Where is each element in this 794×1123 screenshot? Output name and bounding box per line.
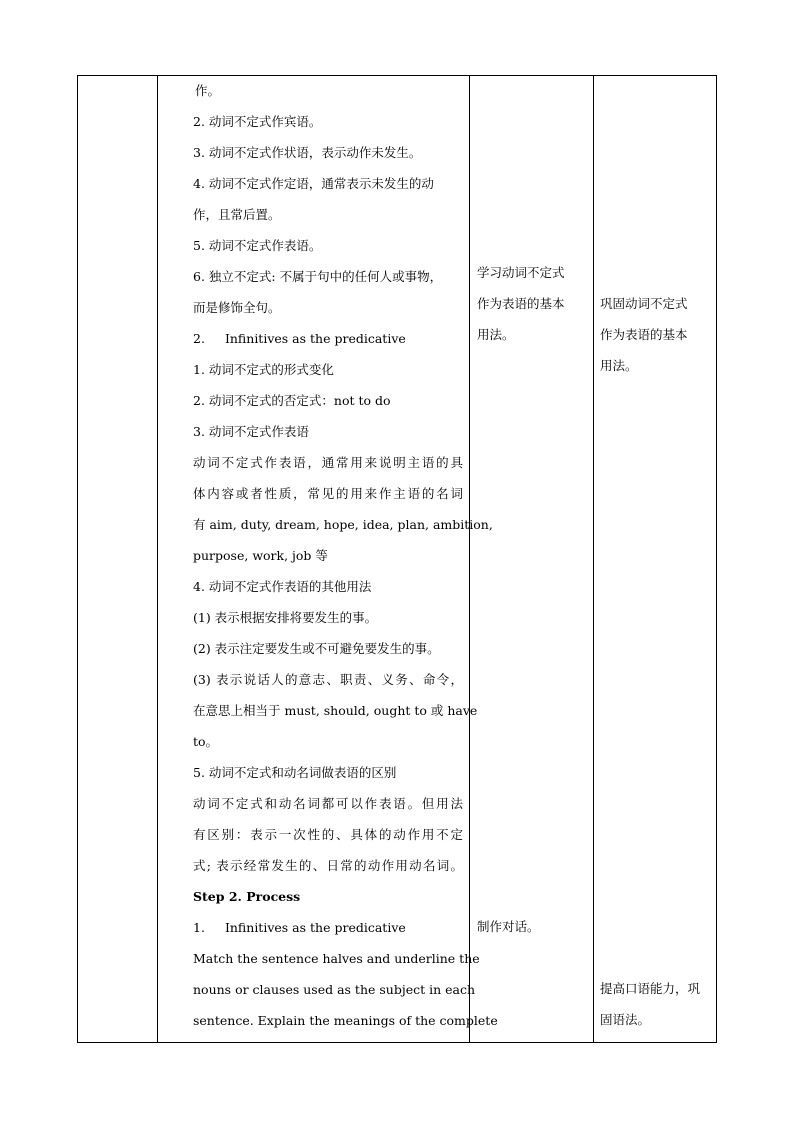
teaching-content-cell (193, 76, 498, 1042)
column-divider (593, 76, 594, 1042)
list-text: Infinitives as the predicative (224, 331, 406, 346)
content-line: 有 aim, duty, dream, hope, idea, plan, ambition, (193, 517, 493, 532)
content-line: 动词不定式作表语，通常用来说明主语的具 (193, 455, 463, 470)
content-line: (1) 表示根据安排将要发生的事。 (193, 610, 378, 625)
content-line: sentence. Explain the meanings of the complete (193, 1013, 498, 1028)
student-activity-cell (477, 76, 589, 1042)
content-line: purpose, work, job 等 (193, 548, 328, 563)
content-line: 6. 独立不定式: 不属于句中的任何人或事物， (193, 269, 443, 284)
content-line: (3) 表示说话人的意志、职责、义务、命令， (193, 672, 463, 687)
content-line (193, 918, 463, 938)
purpose-line: 用法。 (600, 358, 638, 373)
content-line: 作，且常后置。 (193, 207, 281, 222)
lesson-plan-table (77, 75, 717, 1043)
content-line: 而是修饰全句。 (193, 300, 281, 315)
activity-line: 制作对话。 (477, 919, 540, 934)
purpose-line: 巩固动词不定式 (600, 296, 688, 311)
content-line: Step 2. Process (193, 889, 301, 904)
list-number: 1. (193, 920, 205, 935)
purpose-line: 作为表语的基本 (600, 327, 688, 342)
activity-line: 作为表语的基本 (477, 296, 565, 311)
design-purpose-cell (600, 76, 714, 1042)
content-line: 4. 动词不定式作表语的其他用法 (193, 579, 372, 594)
content-line: 有区别：表示一次性的、具体的动作用不定 (193, 827, 463, 842)
content-line: nouns or clauses used as the subject in each (193, 982, 476, 997)
purpose-line: 固语法。 (600, 1012, 651, 1027)
content-line: 5. 动词不定式和动名词做表语的区别 (193, 765, 397, 780)
column-divider (469, 76, 470, 1042)
content-line: 动词不定式和动名词都可以作表语。但用法 (193, 796, 463, 811)
content-line: 在意思上相当于 must, should, ought to 或 have (193, 703, 478, 718)
content-line: Match the sentence halves and underline the (193, 951, 480, 966)
list-number: 2. (193, 331, 205, 346)
content-line: to。 (193, 734, 219, 749)
content-line: 1. 动词不定式的形式变化 (193, 362, 334, 377)
activity-line: 用法。 (477, 327, 515, 342)
content-line: (2) 表示注定要发生或不可避免要发生的事。 (193, 641, 440, 656)
content-line: 2. 动词不定式作宾语。 (193, 114, 322, 129)
content-line: 作。 (195, 83, 221, 98)
list-text: Infinitives as the predicative (224, 920, 406, 935)
content-line: 式; 表示经常发生的、日常的动作用动名词。 (193, 858, 463, 873)
content-line: 3. 动词不定式作表语 (193, 424, 309, 439)
activity-line: 学习动词不定式 (477, 265, 565, 280)
left-empty-cell (78, 76, 157, 1042)
content-line: 4. 动词不定式作定语，通常表示未发生的动 (193, 176, 434, 191)
column-divider (157, 76, 158, 1042)
content-line: 体内容或者性质，常见的用来作主语的名词 (193, 486, 463, 501)
content-line: 3. 动词不定式作状语，表示动作未发生。 (193, 145, 422, 160)
content-line: 5. 动词不定式作表语。 (193, 238, 322, 253)
purpose-line: 提高口语能力，巩 (600, 981, 701, 996)
content-line: 2. 动词不定式的否定式：not to do (193, 393, 391, 408)
content-line (193, 329, 463, 349)
